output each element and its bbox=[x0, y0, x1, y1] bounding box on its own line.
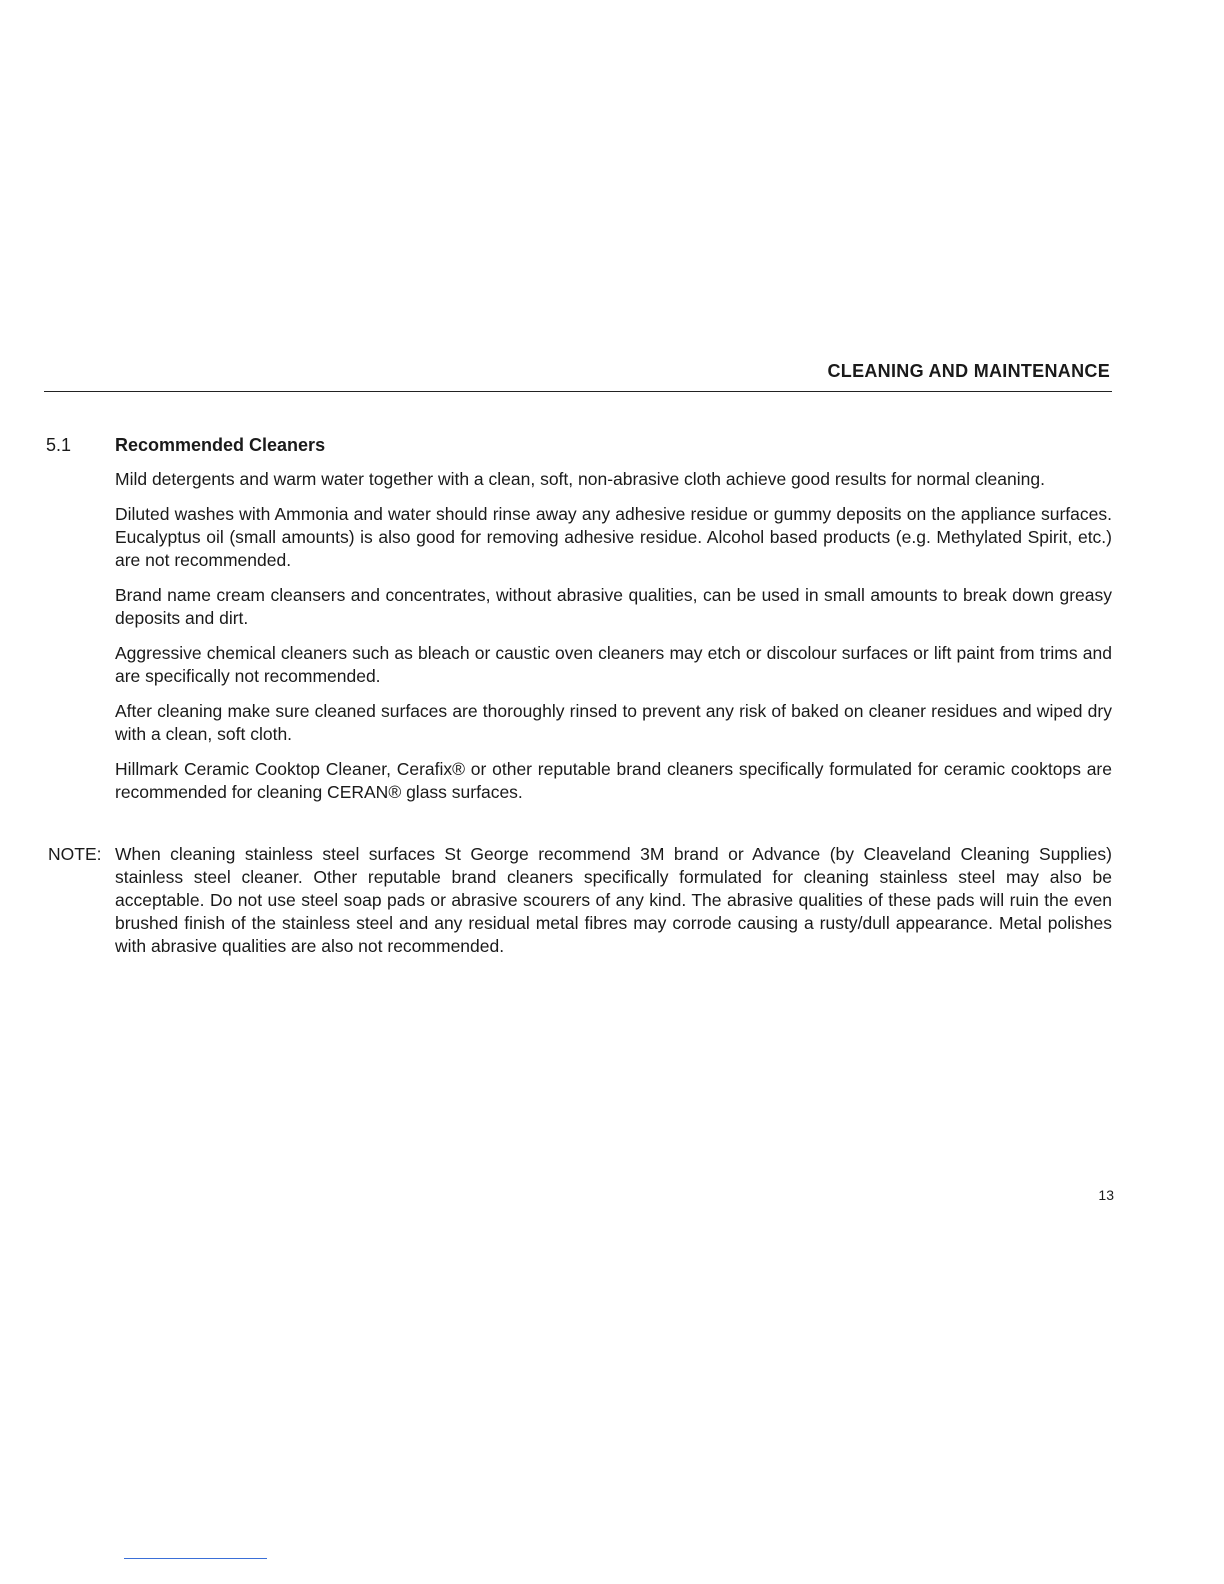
note-block bbox=[48, 843, 1112, 958]
page-number: 13 bbox=[1098, 1187, 1114, 1203]
header-divider bbox=[44, 391, 1112, 392]
note-text: When cleaning stainless steel surfaces St George recommend 3M brand or Advance (by Cleaveland Cleaning Supplies) stainless steel cleaner. Other reputable brand cleaners specifically formulated for cleaning stainless steel may also be acceptable. Do not use steel soap pads or abrasive scourers of any kind. The abrasive qualities of these pads will ruin the even brushed finish of the stainless steel and any residual metal fibres may corrode causing a rusty/dull appearance. Metal polishes with abrasive qualities are also not recommended. bbox=[115, 844, 1112, 956]
note-label: NOTE: bbox=[48, 844, 102, 864]
section-body bbox=[115, 468, 1112, 816]
running-header: CLEANING AND MAINTENANCE bbox=[827, 361, 1110, 381]
paragraph: Mild detergents and warm water together with a clean, soft, non-abrasive cloth achieve good results for normal cleaning. bbox=[115, 469, 1045, 489]
paragraph: Aggressive chemical cleaners such as bleach or caustic oven cleaners may etch or discolour surfaces or lift paint from trims and are specifically not recommended. bbox=[115, 643, 1112, 686]
paragraph: Hillmark Ceramic Cooktop Cleaner, Cerafix® or other reputable brand cleaners specifically formulated for ceramic cooktops are recommended for cleaning CERAN® glass surfaces. bbox=[115, 759, 1112, 802]
paragraph: After cleaning make sure cleaned surfaces are thoroughly rinsed to prevent any risk of baked on cleaner residues and wiped dry with a clean, soft cloth. bbox=[115, 701, 1112, 744]
section-title: Recommended Cleaners bbox=[115, 435, 326, 455]
paragraph: Brand name cream cleansers and concentrates, without abrasive qualities, can be used in small amounts to break down greasy deposits and dirt. bbox=[115, 585, 1112, 628]
footer-divider bbox=[124, 1558, 267, 1559]
section-number: 5.1 bbox=[46, 435, 72, 455]
paragraph: Diluted washes with Ammonia and water should rinse away any adhesive residue or gummy deposits on the appliance surfaces. Eucalyptus oil (small amounts) is also good for removing adhesive residue. Alcohol based products (e.g. Methylated Spirit, etc.) are not recommended. bbox=[115, 504, 1112, 570]
